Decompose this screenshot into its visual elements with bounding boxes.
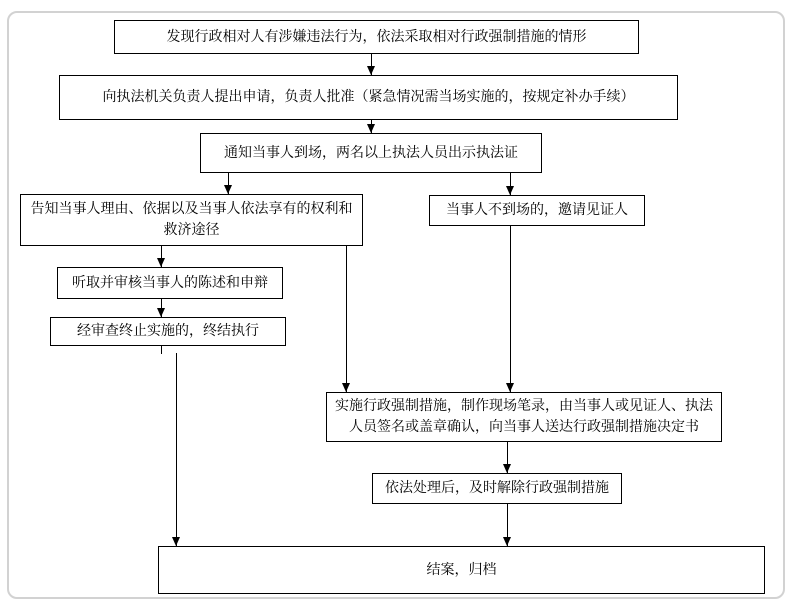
arrow-notify-to-invite-witness	[506, 173, 515, 195]
flow-node-terminate: 经审查终止实施的，终结执行	[50, 317, 286, 346]
arrow-discover-to-apply	[367, 54, 376, 75]
arrow-release-to-close-file	[503, 504, 512, 546]
arrow-notify-to-inform	[224, 173, 233, 194]
flow-node-invite-witness: 当事人不到场的，邀请见证人	[429, 195, 645, 226]
arrow-inform-to-hear-statement	[157, 246, 166, 267]
flow-node-notify: 通知当事人到场，两名以上执法人员出示执法证	[200, 133, 542, 173]
flow-node-inform-rights: 告知当事人理由、依据以及当事人依法享有的权利和救济途径	[20, 194, 363, 246]
arrow-hear-statement-to-terminate	[157, 299, 166, 317]
arrow-inform-to-implement	[342, 246, 351, 392]
arrow-implement-to-release	[503, 442, 512, 473]
flow-node-release: 依法处理后，及时解除行政强制措施	[372, 473, 622, 504]
line-terminate-stub	[157, 346, 166, 354]
flow-node-discover: 发现行政相对人有涉嫌违法行为，依法采取相对行政强制措施的情形	[114, 20, 639, 54]
flow-node-hear-statement: 听取并审核当事人的陈述和申辩	[57, 267, 283, 299]
flow-node-close-file: 结案，归档	[158, 546, 765, 594]
arrow-invite-witness-to-implement	[506, 226, 515, 392]
flow-node-implement: 实施行政强制措施，制作现场笔录，由当事人或见证人、执法人员签名或盖章确认，向当事人送达行政强制措施决定书	[326, 392, 722, 442]
arrow-apply-to-notify	[367, 120, 376, 133]
flow-node-apply: 向执法机关负责人提出申请，负责人批准（紧急情况需当场实施的，按规定补办手续）	[59, 75, 678, 120]
arrow-terminate-to-close-file	[172, 353, 181, 546]
